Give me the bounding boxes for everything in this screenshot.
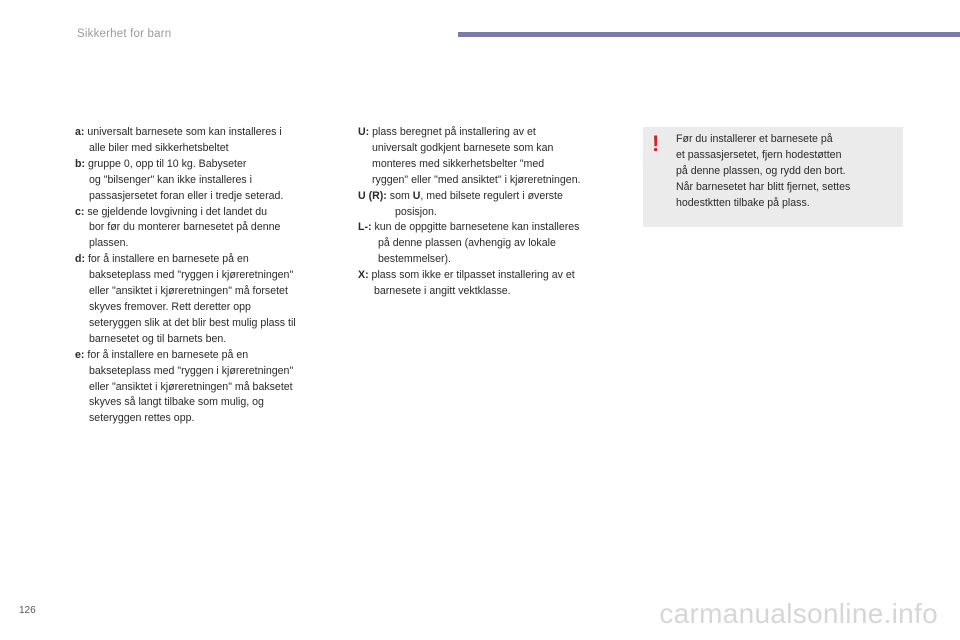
warning-line: et passasjersetet, fjern hodestøtten [676,148,842,161]
definition-text: for å installere en barnesete på en [87,348,249,361]
page-number: 126 [19,605,36,616]
definition-key: c: [75,205,85,218]
definition-text: skyves så langt tilbake som mulig, og [89,396,264,409]
definition-l [358,220,623,268]
definition-text: og "bilsenger" kan ikke installeres i [89,173,252,186]
definition-text: bakseteplass med "ryggen i kjøreretningen" [89,364,294,377]
definition-text: på denne plassen (avhengig av lokale [378,237,556,250]
definition-e [75,348,340,428]
warning-line: hodestktten tilbake på plass. [676,196,810,209]
definition-text: for å installere en barnesete på en [87,253,249,266]
header-accent-bar [458,32,960,37]
definition-text: eller "ansiktet i kjøreretningen" må forsetet [89,285,288,298]
definition-text: skyves fremover. Rett deretter opp [89,300,251,313]
definition-u-r [358,189,623,221]
definition-text: se gjeldende lovgivning i det landet du [87,205,268,218]
middle-column [358,125,623,300]
definition-b [75,157,340,205]
definition-text: kun de oppgitte barnesetene kan installeres [374,221,580,234]
definition-text: plassen. [89,237,129,250]
definition-text: bor før du monterer barnesetet på denne [89,221,281,234]
left-column [75,125,340,427]
definition-text: seteryggen rettes opp. [89,412,195,425]
definition-a [75,125,340,157]
definition-text: seteryggen slik at det blir best mulig plass til [89,316,296,329]
definition-u [358,125,623,189]
exclamation-icon: ! [652,131,660,156]
definition-text: monteres med sikkerhetsbelter "med [372,157,545,170]
definition-text: eller "ansiktet i kjøreretningen" må baksetet [89,380,293,393]
definition-text: bestemmelser). [378,253,451,266]
definition-c [75,205,340,253]
definition-key: U: [358,126,370,138]
definition-text: plass beregnet på installering av et [372,126,536,138]
warning-text [676,132,901,212]
definition-key: b: [75,157,85,170]
definition-text: posisjon. [395,205,437,218]
warning-line: Før du installerer et barnesete på [676,133,833,145]
definition-text: passasjersetet foran eller i tredje seterad. [89,189,284,202]
warning-line: Når barnesetet har blitt fjernet, settes [676,180,851,193]
watermark: carmanualsonline.info [659,598,938,629]
definition-key: X: [358,269,369,282]
definition-text: barnesete i angitt vektklasse. [374,285,511,298]
definition-key: a: [75,126,85,138]
definition-text: som [389,189,413,202]
definition-text: plass som ikke er tilpasset installering av et [371,269,575,282]
section-title: Sikkerhet for barn [77,28,172,40]
definition-key: d: [75,253,85,266]
definition-text: universalt godkjent barnesete som kan [372,141,554,154]
definition-emphasis: U [412,189,421,202]
definition-text: , med bilsete regulert i øverste [420,189,563,202]
definition-text: gruppe 0, opp til 10 kg. Babyseter [87,157,247,170]
definition-key: e: [75,348,85,361]
definition-key: U (R): [358,189,387,202]
definition-d [75,252,340,347]
definition-text: bakseteplass med "ryggen i kjøreretningen" [89,269,294,282]
definition-text: ryggen" eller "med ansiktet" i kjøreretningen. [372,173,581,186]
definition-x [358,268,623,300]
definition-text: universalt barnesete som kan installeres i [87,126,282,138]
warning-line: på denne plassen, og rydd den bort. [676,164,846,177]
definition-text: alle biler med sikkerhetsbeltet [89,141,229,154]
definition-text: barnesetet og til barnets ben. [89,332,227,345]
definition-key: L-: [358,221,372,234]
